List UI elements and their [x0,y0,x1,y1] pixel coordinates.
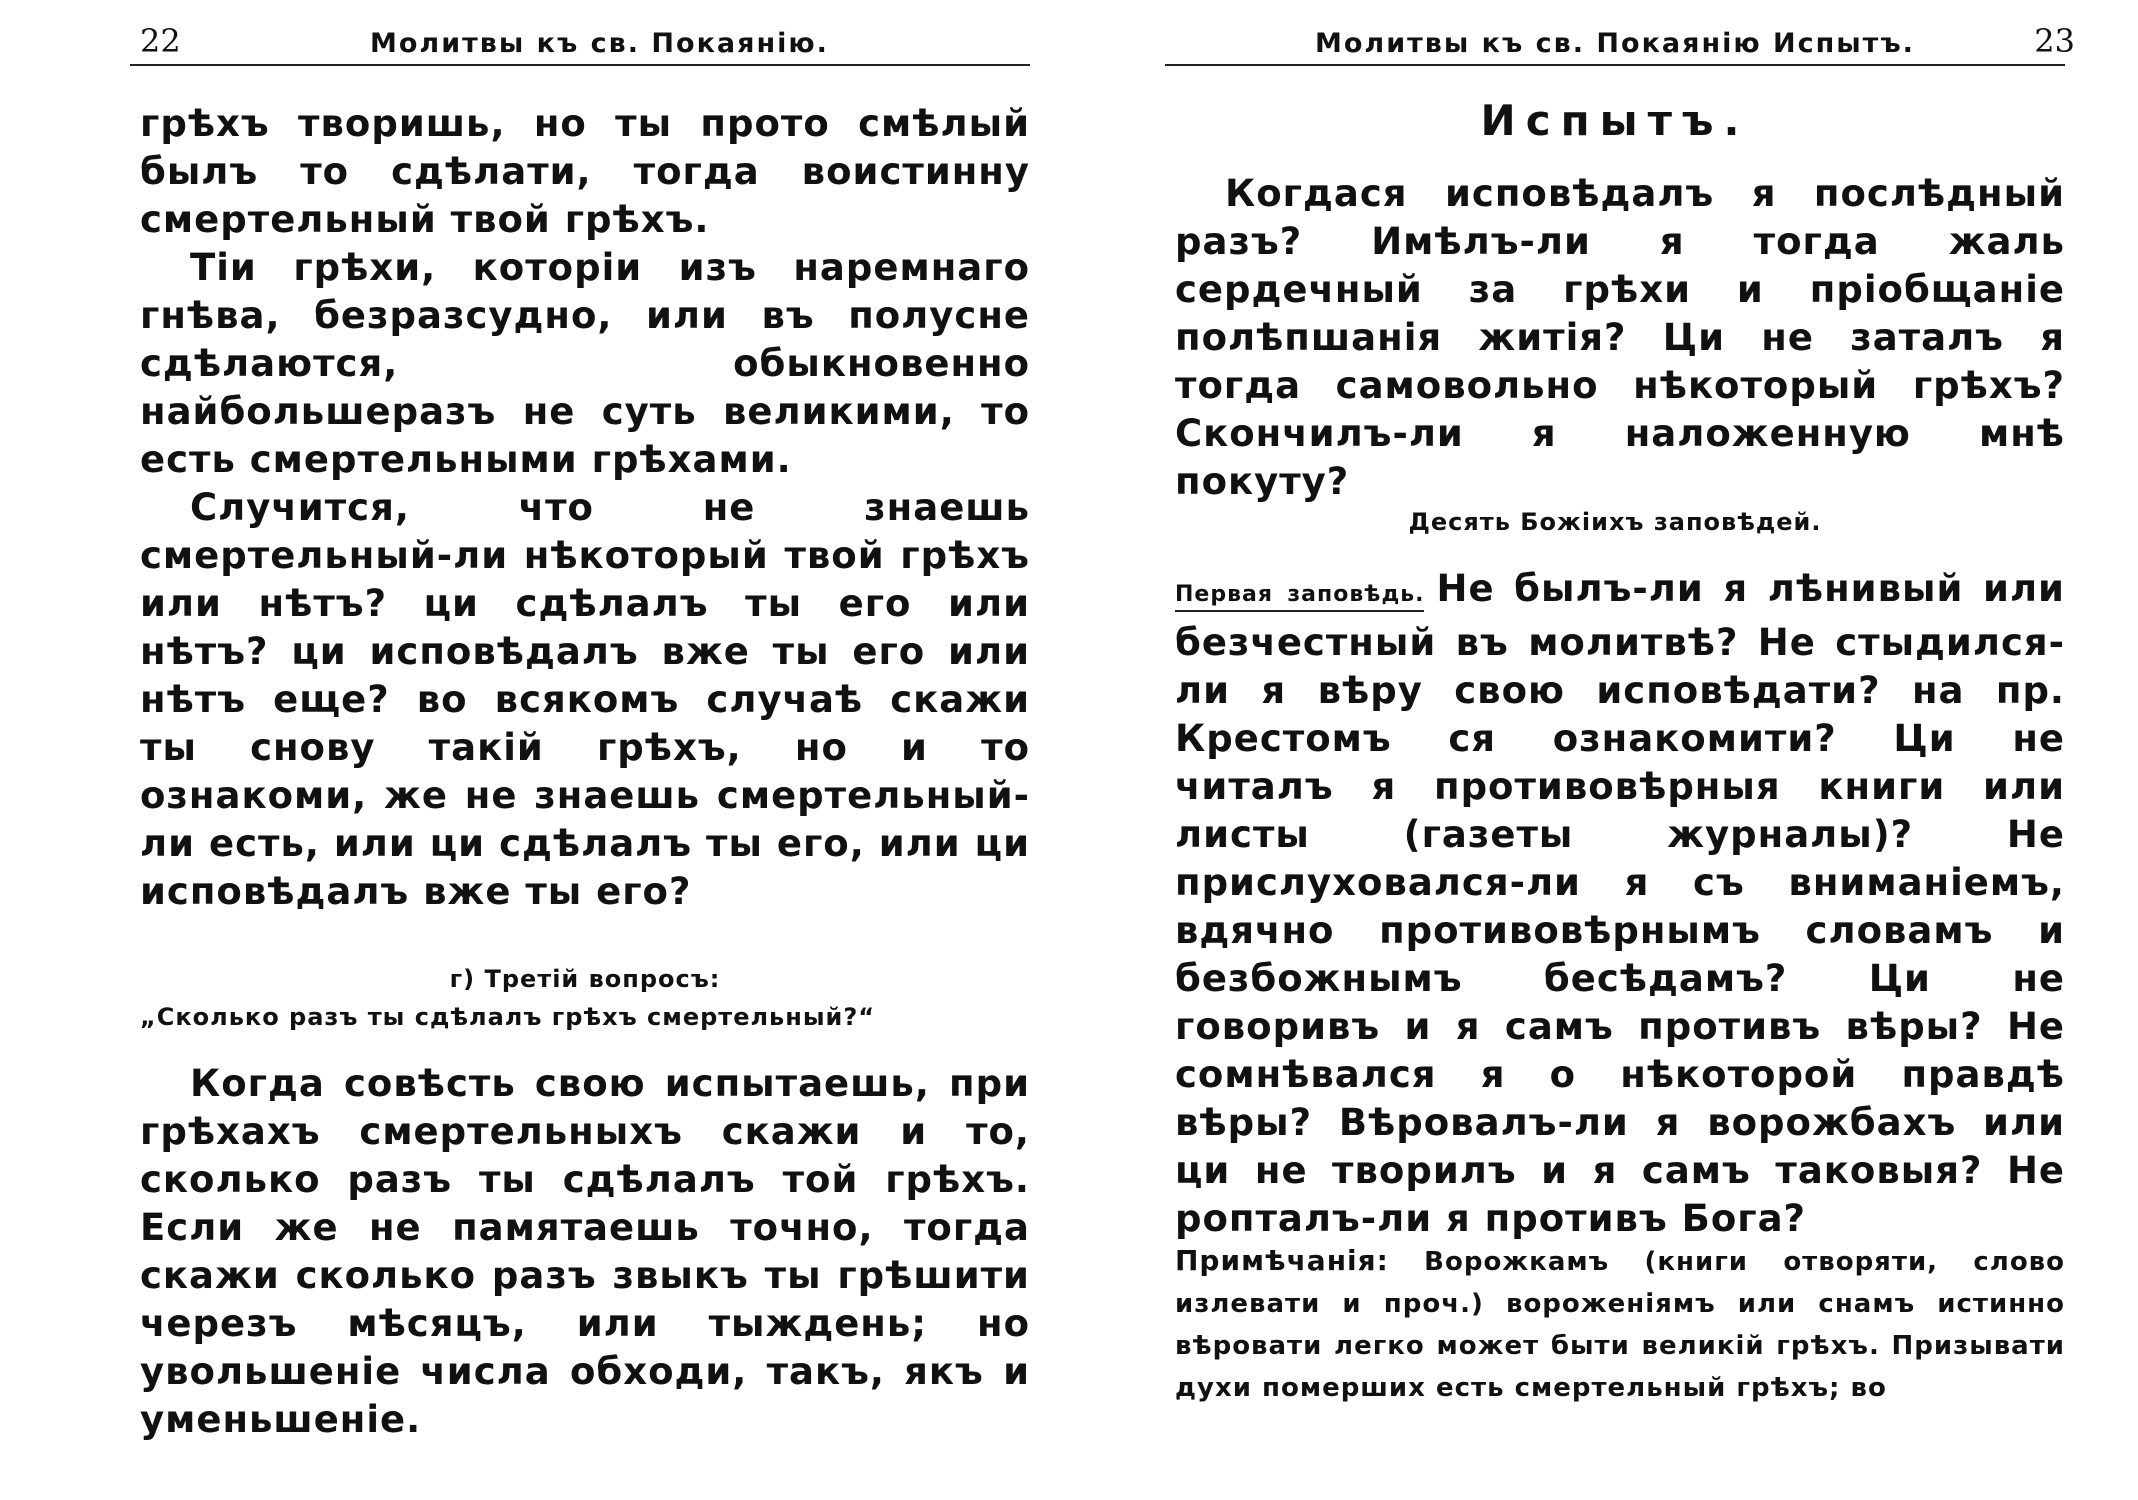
note-label: Примѣчанія: [1175,1244,1389,1277]
right-page-header-title: Молитвы къ св. Покаянію Испытъ. [1315,28,1915,59]
right-page [1165,0,2075,1500]
left-page [130,0,1030,1500]
left-paragraph-2: Тіи грѣхи, которіи изъ наремнаго гнѣва, безразсудно, или въ полусне сдѣлаются, обыкновенно найбольшеразъ не суть великими, то есть смертельными грѣхами. [140,246,1030,481]
note-text: Ворожкамъ (книги отворяти, слово излевати и проч.) вороженіямъ или снамъ истинно вѣровати легко может быти великій грѣхъ. Призывати духи померших есть смертельный грѣхъ; во [1175,1247,2065,1403]
note-block [1175,1240,2065,1409]
right-paragraph-2 [1175,565,2065,1243]
question-heading: г) Третій вопросъ: [449,965,721,993]
question-text: „Сколько разъ ты сдѣлалъ грѣхъ смертельный?“ [140,1003,876,1031]
left-page-body-upper [140,100,1030,916]
right-page-number: 23 [2034,22,2075,60]
left-page-body-lower [140,1060,1030,1444]
left-paragraph-1: грѣхъ творишь, но ты прото смѣлый былъ то сдѣлати, тогда воистинну смертельный твой грѣхъ. [140,102,1030,241]
commandments-heading: Десять Божіихъ заповѣдей. [1408,508,1822,536]
left-paragraph-3: Случится, что не знаешь смертельный-ли нѣкоторый твой грѣхъ или нѣтъ? ци сдѣлалъ ты его или нѣтъ? ци исповѣдалъ вже ты его или нѣтъ еще? во всякомъ случаѣ скажи ты снову такій грѣхъ, но и то ознакоми, же не знаешь смертельный-ли есть, или ци сдѣлалъ ты его, или ци исповѣдалъ вже ты его? [140,486,1030,913]
section-title: Испытъ. [1480,96,1750,145]
right-page-body-lower [1175,565,2065,1243]
right-paragraph-1: Когдася исповѣдалъ я послѣдный разъ? Имѣлъ-ли я тогда жаль сердечный за грѣхи и пріобщаніе полѣпшанія житія? Ци не заталъ я тогда самовольно нѣкоторый грѣхъ? Скончилъ-ли я наложенную мнѣ покуту? [1175,172,2065,503]
right-page-header [1165,18,2075,66]
left-page-number: 22 [140,22,181,60]
right-paragraph-2-text: Не былъ-ли я лѣнивый или безчестный въ молитвѣ? Не стыдился-ли я вѣру свою исповѣдати? на пр. Крестомъ ся ознакомити? Ци не читалъ я противовѣрныя книги или листы (газеты журналы)? Не прислуховался-ли я съ вниманіемъ, вдячно противовѣрнымъ словамъ и безбожнымъ бесѣдамъ? Ци не говоривъ и я самъ противъ вѣры? Не сомнѣвался я о нѣкоторой правдѣ вѣры? Вѣровалъ-ли я ворожбахъ или ци не творилъ и я самъ таковыя? Не ропталъ-ли я противъ Бога? [1175,567,2065,1240]
first-commandment-label: Первая заповѣдь. [1175,582,1424,612]
left-page-header [130,18,1030,66]
left-page-header-title: Молитвы къ св. Покаянію. [370,28,829,59]
question-heading-block [140,960,1030,1036]
right-page-body-upper [1175,170,2065,506]
left-paragraph-4: Когда совѣсть свою испытаешь, при грѣхахъ смертельныхъ скажи и то, сколько разъ ты сдѣлалъ той грѣхъ. Если же не памятаешь точно, тогда скажи сколько разъ звыкъ ты грѣшити черезъ мѣсяцъ, или тыждень; но увольшеніе числа обходи, такъ, якъ и уменьшеніе. [140,1062,1030,1441]
